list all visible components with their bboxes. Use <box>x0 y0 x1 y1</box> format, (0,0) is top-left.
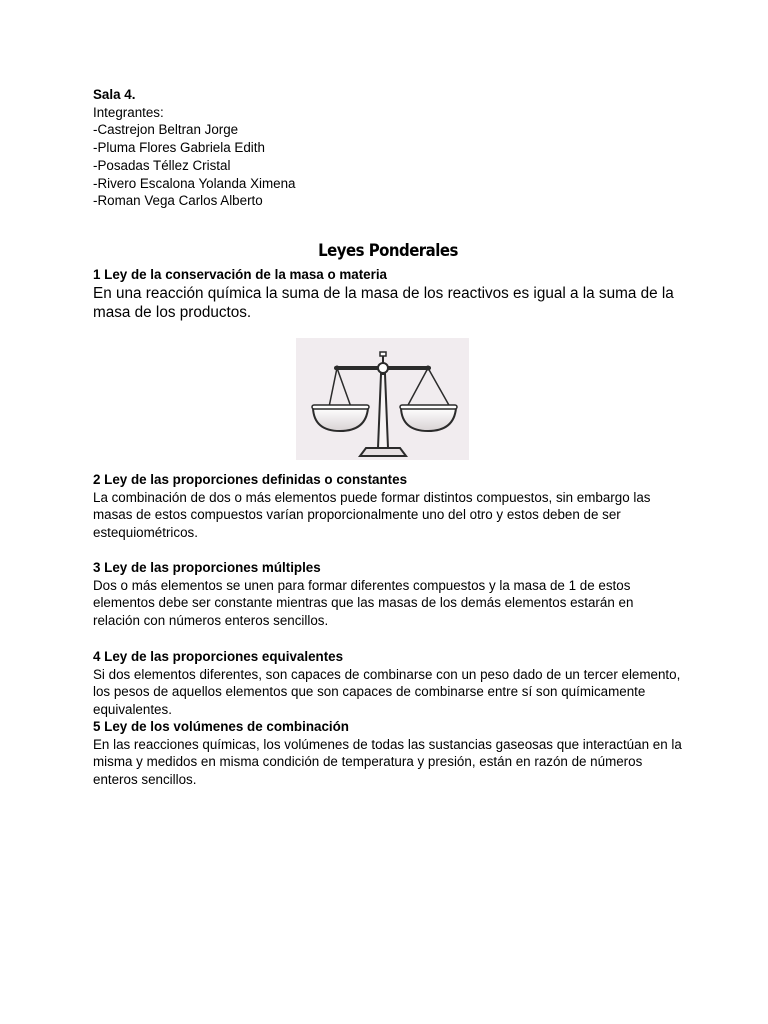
document-title: Leyes Ponderales <box>318 241 458 261</box>
member-item: -Castrejon Beltran Jorge <box>93 122 239 138</box>
law-4 <box>93 648 683 719</box>
member-item: -Rivero Escalona Yolanda Ximena <box>93 175 296 191</box>
law-body: La combinación de dos o más elementos puede formar distintos compuestos, sin embargo las masas de estos compuestos varían proporcionalmente uno del otro y estos deben de ser estequiométricos. <box>93 489 651 541</box>
law-heading: 2 Ley de las proporciones definidas o constantes <box>93 472 408 487</box>
members-label: Integrantes: <box>93 104 164 120</box>
law-heading: 1 Ley de la conservación de la masa o materia <box>93 267 387 282</box>
law-3 <box>93 559 683 630</box>
group-info <box>93 86 683 210</box>
member-item: -Roman Vega Carlos Alberto <box>93 193 263 209</box>
balance-scale-figure <box>296 338 469 460</box>
law-2 <box>93 471 683 542</box>
law-body: Si dos elementos diferentes, son capaces de combinarse con un peso dado de un tercer elemento, los pesos de aquellos elementos que son capaces de combinarse entre sí son químicamente equivalentes. <box>93 666 681 718</box>
law-heading: 5 Ley de los volúmenes de combinación <box>93 719 349 734</box>
law-body: Dos o más elementos se unen para formar diferentes compuestos y la masa de 1 de estos elementos debe ser constante mientras que las masas de los demás elementos estarán en relación con números enteros sencillos. <box>93 577 634 629</box>
balance-scale-icon <box>296 338 469 460</box>
law-1 <box>93 266 683 323</box>
law-heading: 3 Ley de las proporciones múltiples <box>93 560 321 575</box>
law-body: En una reacción química la suma de la masa de los reactivos es igual a la suma de la masa de los productos. <box>93 284 674 322</box>
room-label: Sala 4. <box>93 87 136 102</box>
law-body: En las reacciones químicas, los volúmenes de todas las sustancias gaseosas que interactúan en la misma y medidos en misma condición de temperatura y presión, están en razón de números enteros sencillos. <box>93 736 682 788</box>
law-heading: 4 Ley de las proporciones equivalentes <box>93 649 344 664</box>
law-5 <box>93 718 683 789</box>
member-item: -Posadas Téllez Cristal <box>93 157 231 173</box>
member-item: -Pluma Flores Gabriela Edith <box>93 140 265 156</box>
